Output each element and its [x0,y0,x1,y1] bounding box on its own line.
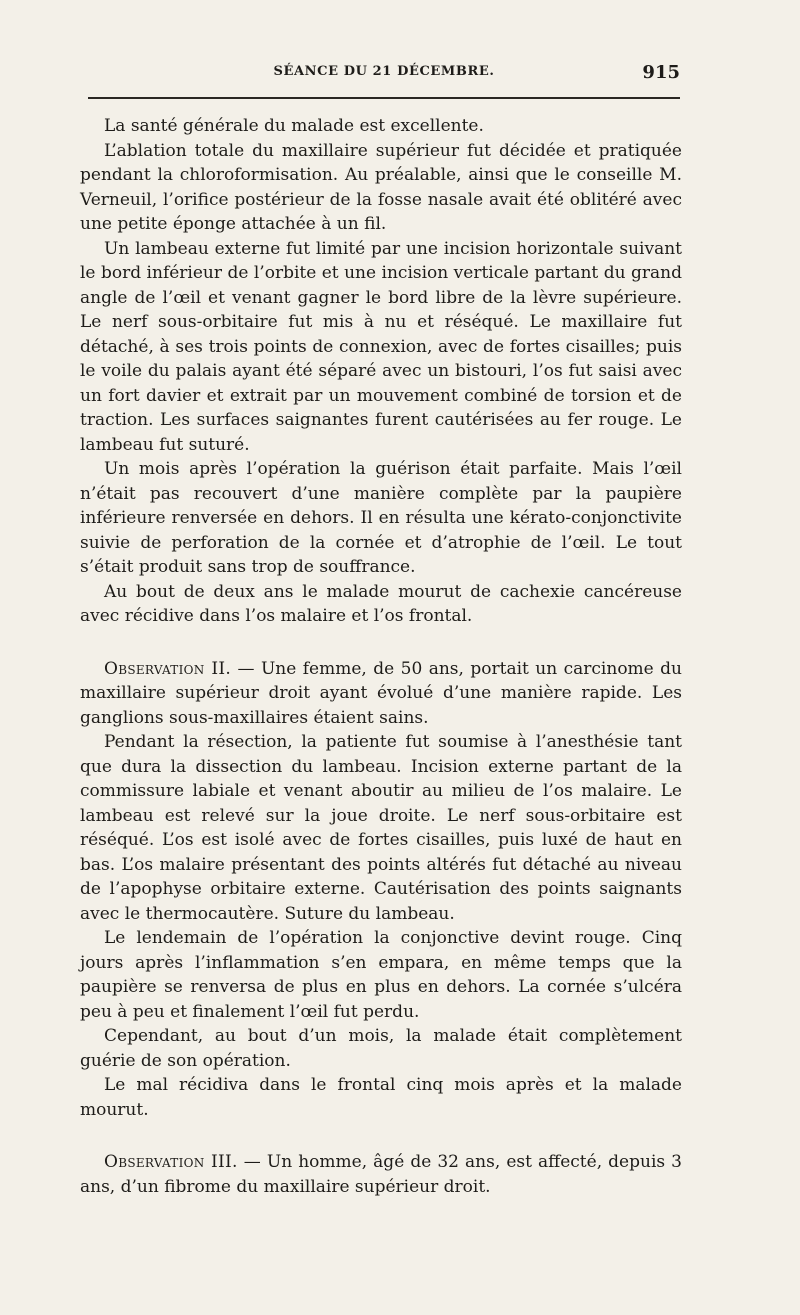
observation-3-paragraph [80,1150,682,1199]
observation-2-lead: — Une femme, de 50 ans, portait un carcinome du maxillaire supérieur droit ayant évolué d’une manière rapide. Les ganglions sous-maxillaires étaient sains. [80,658,683,728]
paragraph: L’ablation totale du maxillaire supérieur fut décidée et pratiquée pendant la chloroformisation. Au préalable, ainsi que le conseille M. Verneuil, l’orifice postérieur de la fosse nasale avait été oblitéré avec une petite éponge attachée à un fil. [80,140,682,234]
page-number: 915 [642,62,680,83]
paragraph: Un mois après l’opération la guérison était parfaite. Mais l’œil n’était pas recouvert d’une manière complète par la paupière inférieure renversée en dehors. Il en résulta une kérato-conjonctivite suivie de perforation de la cornée et d’atrophie de l’œil. Le tout s’était produit sans trop de souffrance. [80,459,682,577]
section-spacer [80,1122,682,1150]
observation-3-label: Observation III. [104,1152,238,1172]
running-title: SÉANCE DU 21 DÉCEMBRE. [273,64,495,79]
paragraph: Le lendemain de l’opération la conjonctive devint rouge. Cinq jours après l’inflammation s’en empara, en même temps que la paupière se renversa de plus en plus en dehors. La cornée s’ulcéra peu à peu et finalement l’œil fut perdu. [80,928,682,1022]
observation-2-paragraph [80,657,682,731]
header-rule [88,97,680,99]
paragraph: La santé générale du malade est excellente. [104,116,484,136]
paragraph: Le mal récidiva dans le frontal cinq mois après et la malade mourut. [80,1075,682,1120]
section-spacer [80,629,682,657]
page-body [80,114,682,1199]
observation-3-lead: — Un homme, âgé de 32 ans, est affecté, depuis 3 ans, d’un fibrome du maxillaire supérieur droit. [80,1152,683,1197]
paragraph: Pendant la résection, la patiente fut soumise à l’anesthésie tant que dura la dissection du lambeau. Incision externe partant de la commissure labiale et venant aboutir au milieu de l’os malaire. Le lambeau est relevé sur la joue droite. Le nerf sous-orbitaire est réséqué. L’os est isolé avec de fortes cisailles, puis luxé de haut en bas. L’os malaire présentant des points altérés fut détaché au niveau de l’apophyse orbitaire externe. Cautérisation des points saignants avec le thermocautère. Suture du lambeau. [80,732,682,924]
paragraph: Cependant, au bout d’un mois, la malade était complètement guérie de son opération. [80,1026,682,1071]
paragraph: Un lambeau externe fut limité par une incision horizontale suivant le bord inférieur de l’orbite et une incision verticale partant du grand angle de l’œil et venant gagner le bord libre de la lèvre supérieure. Le nerf sous-orbitaire fut mis à nu et réséqué. Le maxillaire fut détaché, à ses trois points de connexion, avec de fortes cisailles; puis le voile du palais ayant été séparé avec un bistouri, l’os fut saisi avec un fort davier et extrait par un mouvement combiné de torsion et de traction. Les surfaces saignantes furent cautérisées au fer rouge. Le lambeau fut suturé. [80,238,682,455]
observation-2-label: Observation II. [104,658,232,679]
running-head [88,64,680,92]
paragraph: Au bout de deux ans le malade mourut de cachexie cancéreuse avec récidive dans l’os malaire et l’os frontal. [80,581,682,626]
